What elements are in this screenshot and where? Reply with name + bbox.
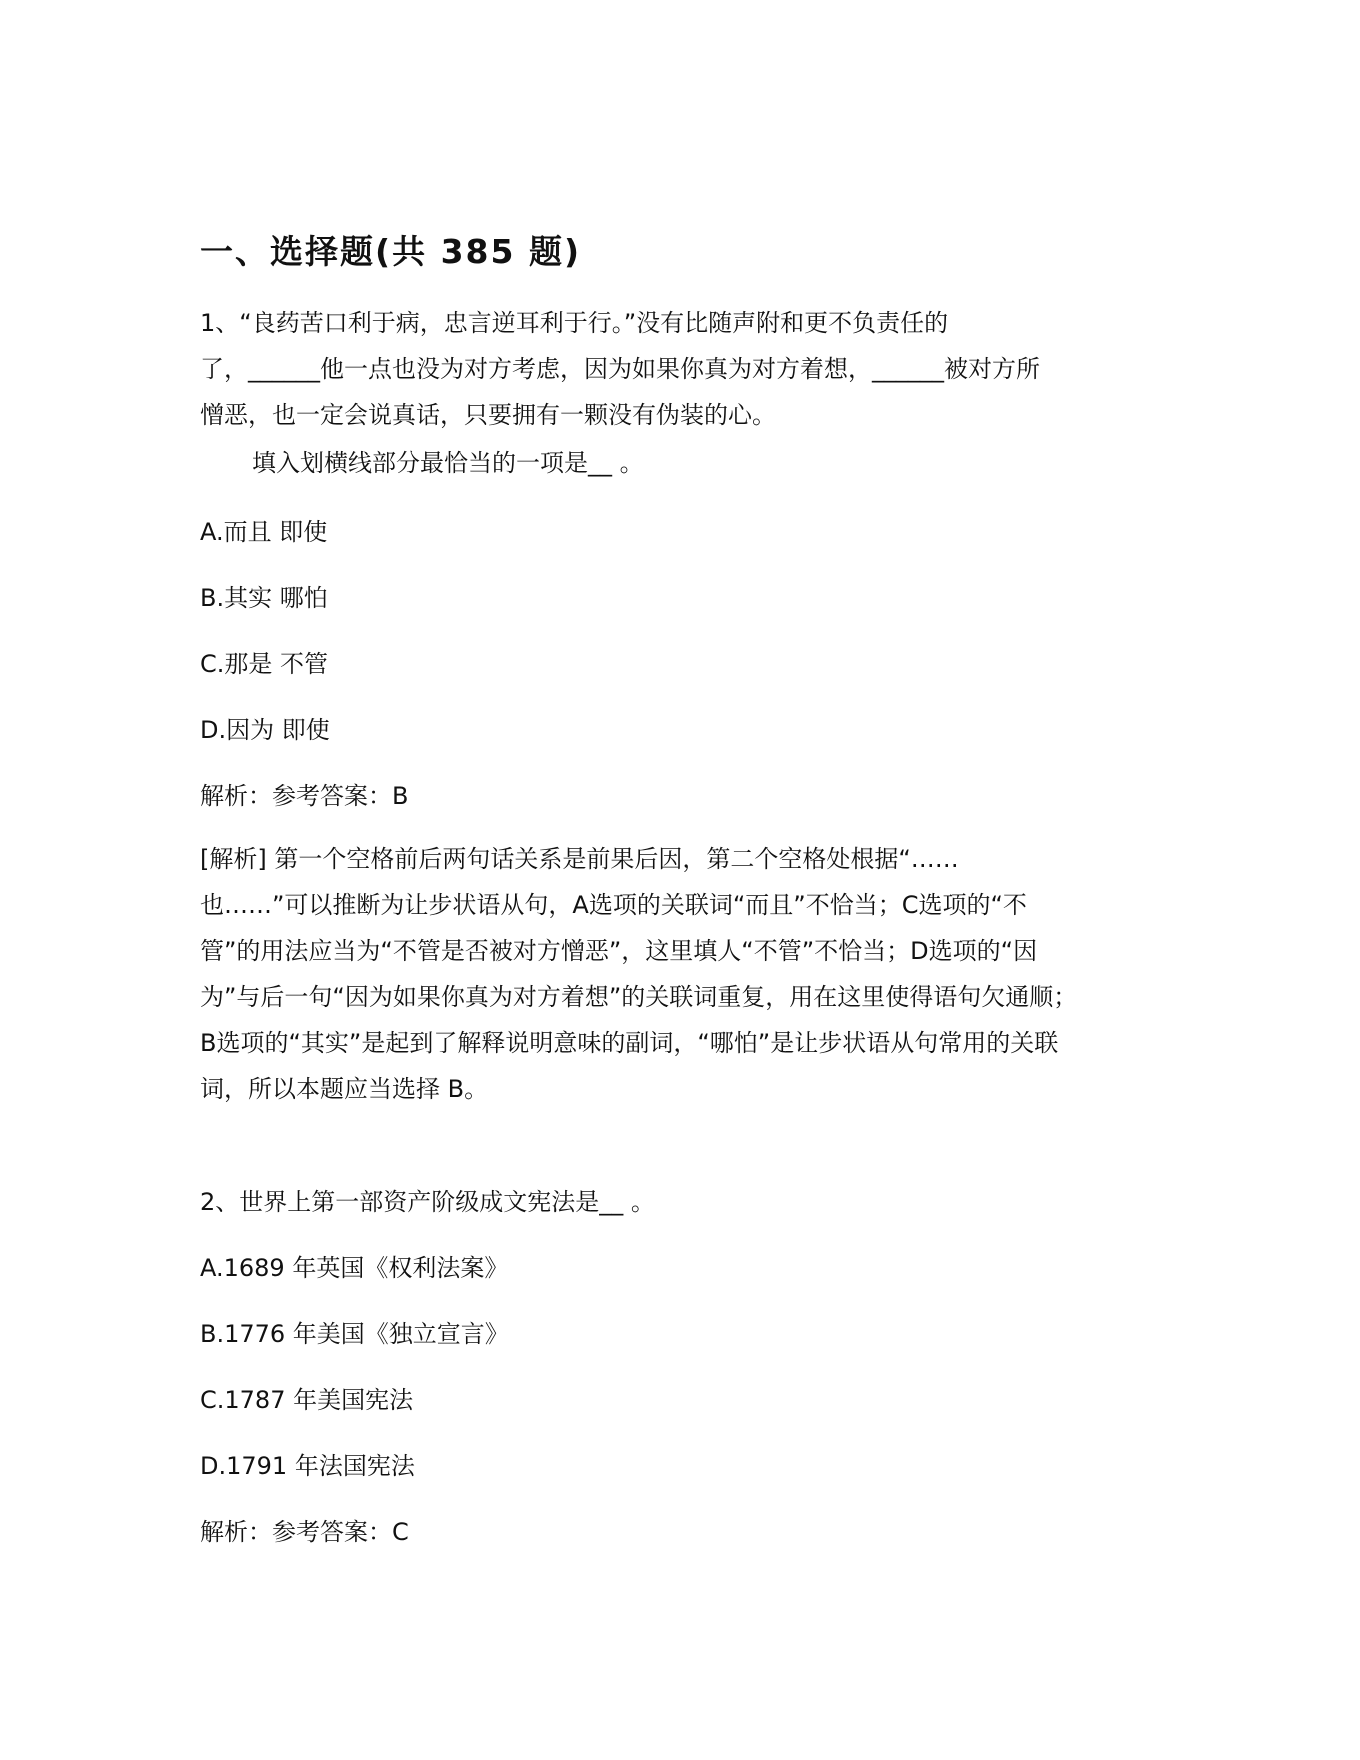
question-1-stem [200,300,1160,438]
question-2-option-c: C.1787 年美国宪法 [200,1386,414,1414]
explanation-line: [解析] 第一个空格前后两句话关系是前果后因，第二个空格处根据“…… [200,845,959,873]
section-title: 一、选择题(共 385 题) [200,232,582,271]
question-1-option-b: B.其实 哪怕 [200,584,328,612]
question-1-stem-line: 1、“良药苦口利于病，忠言逆耳利于行。”没有比随声附和更不负责任的 [200,309,949,337]
question-2-stem: 2、世界上第一部资产阶级成文宪法是__ 。 [200,1188,655,1216]
question-2-option-d: D.1791 年法国宪法 [200,1452,415,1480]
question-1-answer: 解析：参考答案：B [200,782,409,810]
question-1-stem-line: 憎恶，也一定会说真话，只要拥有一颗没有伪装的心。 [200,401,776,429]
explanation-line: 词，所以本题应当选择 B。 [200,1075,489,1103]
explanation-line: 管”的用法应当为“不管是否被对方憎恶”，这里填人“不管”不恰当；D选项的“因 [200,937,1038,965]
question-2-option-b: B.1776 年美国《独立宣言》 [200,1320,509,1348]
question-2-option-a: A.1689 年英国《权利法案》 [200,1254,509,1282]
question-2-answer: 解析：参考答案：C [200,1518,409,1546]
explanation-line: 为”与后一句“因为如果你真为对方着想”的关联词重复，用在这里使得语句欠通顺； [200,983,1078,1011]
question-1-prompt: 填入划横线部分最恰当的一项是__ 。 [252,449,644,477]
question-1-explanation [200,836,1160,1112]
question-1-option-d: D.因为 即使 [200,716,330,744]
explanation-line: B选项的“其实”是起到了解释说明意味的副词，“哪怕”是让步状语从句常用的关联 [200,1029,1059,1057]
question-1-option-a: A.而且 即使 [200,518,328,546]
explanation-line: 也……”可以推断为让步状语从句，A选项的关联词“而且”不恰当；C选项的“不 [200,891,1027,919]
question-1-option-c: C.那是 不管 [200,650,329,678]
question-1-stem-line: 了，______他一点也没为对方考虑，因为如果你真为对方着想，______被对方所 [200,355,1040,383]
